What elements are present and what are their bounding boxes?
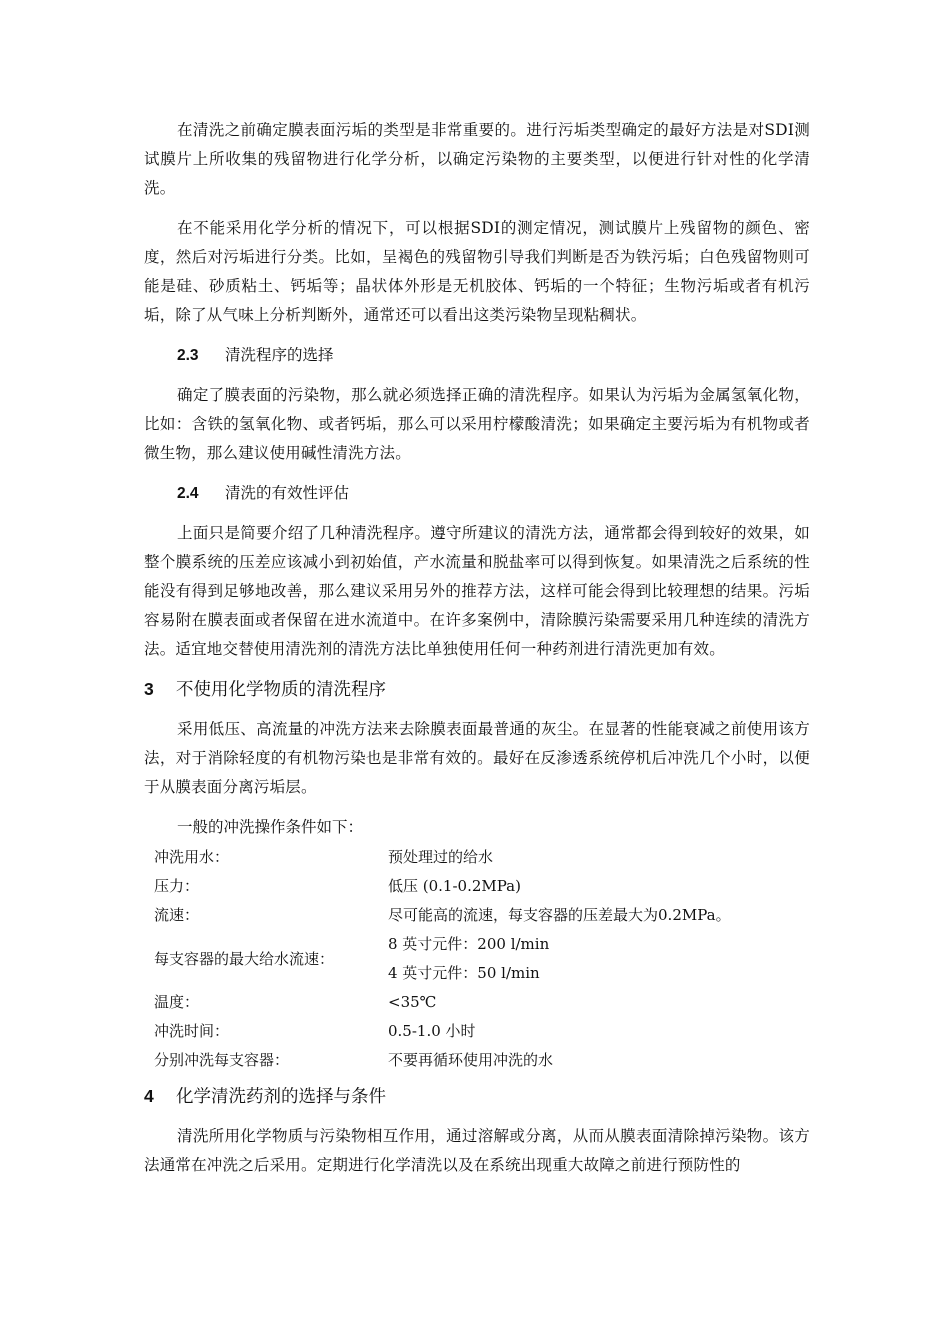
heading-4-number: 4 [144, 1086, 154, 1106]
heading-2-3-number: 2.3 [177, 347, 199, 364]
heading-4 [144, 1082, 810, 1112]
heading-2-4-number: 2.4 [177, 485, 199, 502]
paragraph-2-3: 确定了膜表面的污染物，那么就必须选择正确的清洗程序。如果认为污垢为金属氢氧化物，比如：含铁的氢氧化物、或者钙垢，那么可以采用柠檬酸清洗；如果确定主要污垢为有机物或者微生物，那么建议使用碱性清洗方法。 [144, 386, 810, 462]
condition-value: 不要再循环使用冲洗的水 [388, 1051, 554, 1069]
conditions-intro: 一般的冲洗操作条件如下： [177, 818, 364, 836]
condition-value: 8 英寸元件：200 l/min [388, 935, 550, 953]
heading-4-title: 化学清洗药剂的选择与条件 [176, 1087, 386, 1107]
table-row [144, 987, 810, 1016]
condition-value: <35℃ [388, 992, 437, 1011]
paragraph-3: 采用低压、高流量的冲洗方法来去除膜表面最普通的灰尘。在显著的性能衰减之前使用该方法，对于消除轻度的有机物污染也是非常有效的。最好在反渗透系统停机后冲洗几个小时，以便于从膜表面分离污垢层。 [144, 720, 810, 796]
table-row [144, 842, 810, 871]
table-row [144, 900, 810, 929]
heading-2-3-title: 清洗程序的选择 [225, 346, 334, 364]
paragraph-fouling-classification: 在不能采用化学分析的情况下，可以根据SDI的测定情况，测试膜片上残留物的颜色、密度，然后对污垢进行分类。比如，呈褐色的残留物引导我们判断是否为铁污垢；白色残留物则可能是硅、砂质粘土、钙垢等；晶状体外形是无机胶体、钙垢的一个特征；生物污垢或者有机污垢，除了从气味上分析判断外，通常还可以看出这类污染物呈现粘稠状。 [144, 219, 810, 324]
paragraph-4: 清洗所用化学物质与污染物相互作用，通过溶解或分离，从而从膜表面清除掉污染物。该方法通常在冲洗之后采用。定期进行化学清洗以及在系统出现重大故障之前进行预防性的 [144, 1127, 810, 1174]
condition-value: 0.5-1.0 小时 [388, 1022, 476, 1040]
condition-value: 尽可能高的流速，每支容器的压差最大为0.2MPa。 [388, 906, 731, 924]
condition-value: 4 英寸元件：50 l/min [388, 964, 540, 982]
flush-conditions-table [144, 842, 810, 1074]
condition-value: 低压 (0.1-0.2MPa) [388, 877, 521, 895]
table-row [144, 1045, 810, 1074]
condition-key: 压力： [154, 877, 200, 895]
heading-3-title: 不使用化学物质的清洗程序 [176, 680, 386, 700]
heading-2-4-title: 清洗的有效性评估 [225, 484, 350, 502]
condition-key: 冲洗时间： [154, 1022, 230, 1040]
heading-3-number: 3 [144, 679, 154, 699]
table-row [144, 1016, 810, 1045]
table-row [144, 871, 810, 900]
table-row [144, 929, 810, 958]
condition-key: 流速： [154, 906, 200, 924]
condition-key: 每支容器的最大给水流速： [154, 949, 335, 968]
condition-value: 预处理过的给水 [388, 848, 494, 866]
paragraph-2-4: 上面只是简要介绍了几种清洗程序。遵守所建议的清洗方法，通常都会得到较好的效果，如整个膜系统的压差应该减小到初始值，产水流量和脱盐率可以得到恢复。如果清洗之后系统的性能没有得到足够地改善，那么建议采用另外的推荐方法，这样可能会得到比较理想的结果。污垢容易附在膜表面或者保留在进水流道中。在许多案例中，清除膜污染需要采用几种连续的清洗方法。适宜地交替使用清洗剂的清洗方法比单独使用任何一种药剂进行清洗更加有效。 [144, 524, 810, 658]
condition-key: 分别冲洗每支容器： [154, 1051, 290, 1069]
heading-2-4 [144, 479, 810, 508]
paragraph-fouling-type: 在清洗之前确定膜表面污垢的类型是非常重要的。进行污垢类型确定的最好方法是对SDI测试膜片上所收集的残留物进行化学分析，以确定污染物的主要类型，以便进行针对性的化学清洗。 [144, 121, 810, 197]
heading-2-3 [144, 341, 810, 370]
document-page [144, 116, 810, 1191]
condition-key: 温度： [154, 993, 200, 1011]
condition-key: 冲洗用水： [154, 848, 230, 866]
heading-3 [144, 675, 810, 705]
